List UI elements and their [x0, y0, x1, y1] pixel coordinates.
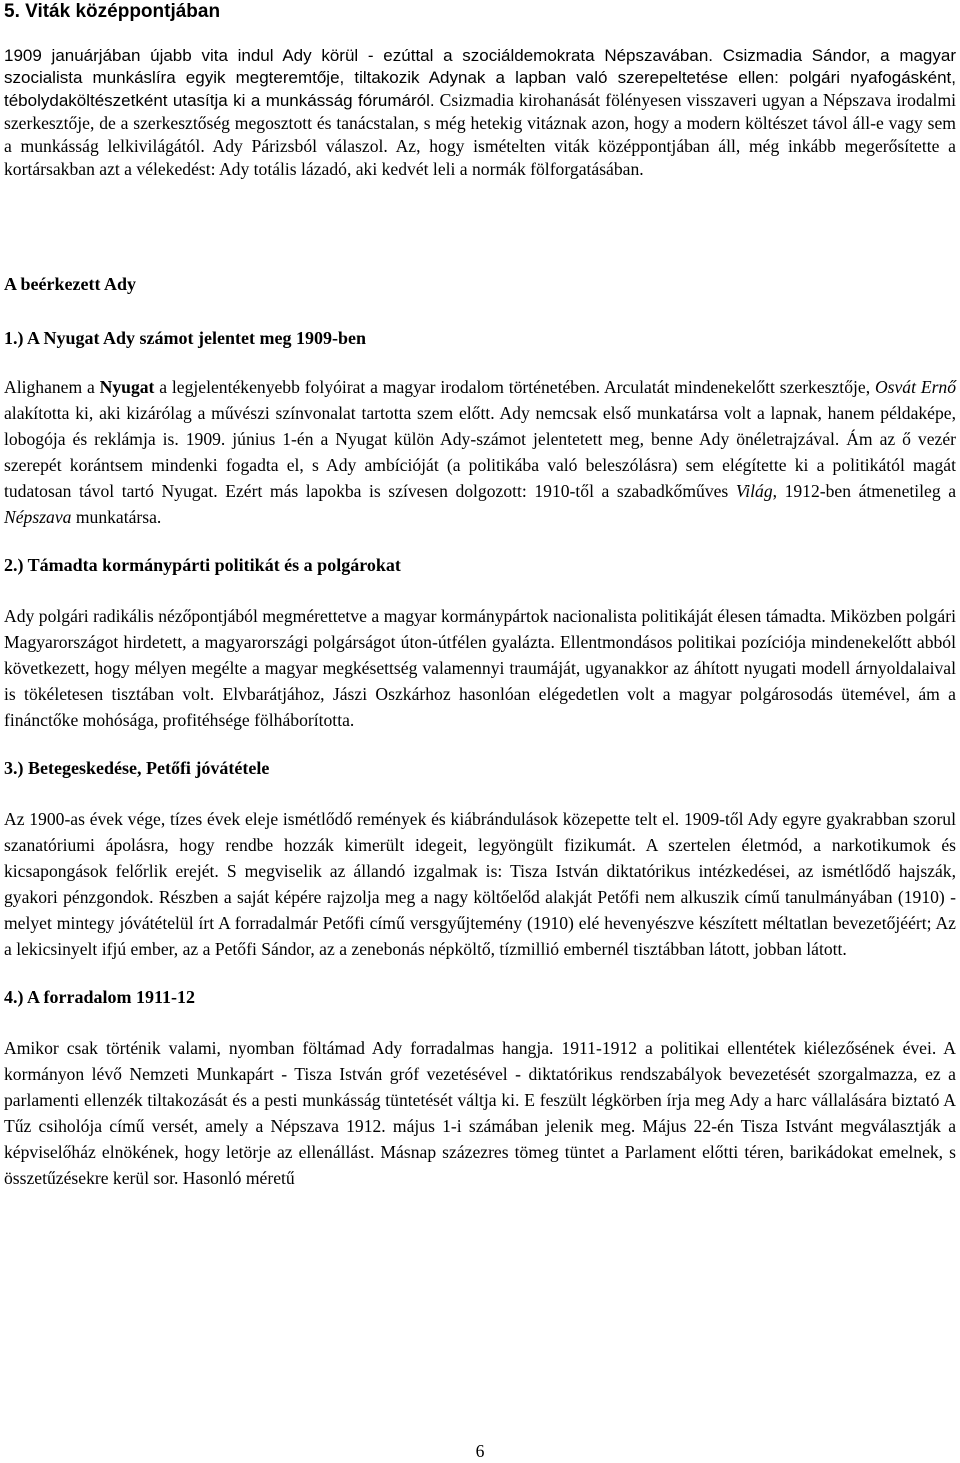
text-run: alakította ki, aki kizárólag a művészi színvonalat tartotta szem előtt. Ady nemcsak első munkatársa volt a lapnak, hanem példaképe, lobogója és reklámja is. 1909. június 1-én a Nyugat külön Ady-számot jelentetett meg, benne Ady önéletrajzával. Ám az ő vezér szerepét korántsem mindenki fogadta el, s Ady ambícióját (a politikába való beleszólásra) sem elégítette ki a politikától magát tudatosan távol tartó Nyugat. Ezért más lapokba is szívesen dolgozott: 1910-től a szabadkőműves	[4, 403, 956, 501]
nyugat-emphasis: Nyugat	[99, 377, 155, 397]
text-run: Alighanem a	[4, 377, 100, 397]
section-subtitle: A beérkezett Ady	[4, 274, 136, 294]
page-number: 6	[475, 1441, 485, 1461]
nepszava-emphasis: Népszava	[4, 507, 72, 527]
vilag-emphasis: Világ	[735, 481, 773, 501]
text-run: , 1912-ben átmenetileg a	[772, 481, 957, 501]
text-run: a legjelentékenyebb folyóirat a magyar irodalom történetében. Arculatát mindenekelőtt szerkesztője,	[154, 377, 875, 397]
intro-part-2: Csizmadia kirohanását fölényesen visszaveri ugyan a Népszava irodalmi szerkesztője, de a szerkesztőség megosztott és tanácstalan, s még hetekig vitáznak azon, hogy a modern költészet távol áll-e vagy sem a munkásság lelkivilágától. Ady Párizsból válaszol. Az, hogy ismételten viták középpontjában áll, még inkább megerősítette a kortársakban azt a vélekedést: Ady totális lázadó, aki kedvét leli a normák fölforgatásában.	[4, 90, 957, 179]
chapter-title: 5. Viták középpontjában	[4, 1, 221, 22]
section-1-heading: 1.) A Nyugat Ady számot jelentet meg 1909-ben	[4, 328, 366, 348]
section-4-paragraph: Amikor csak történik valami, nyomban föltámad Ady forradalmas hangja. 1911-1912 a politikai ellentétek kiélezősének évei. A kormányon lévő Nemzeti Munkapárt - Tisza István gróf vezetésével - diktatórikus rendszabályok bevezetését szorgalmazza, ez a parlamenti ellenzék tiltakozását és a pesti munkásság tüntetését váltja ki. E feszült légkörben írja meg Ady a harc vállalására biztató A Tűz csiholója című versét, amely a Népszava 1912. május 1-i számában jelenik meg. Május 22-én Tisza Istvánt megválasztják a képviselőház elnökének, hogy letörje az ellenállást. Másnap százezres tömeg tüntet a Parlament előtti téren, barikádokat emelnek, s összetűzésekre kerül sor. Hasonló méretű	[4, 1038, 956, 1188]
intro-part-1: 1909 januárjában újabb vita indul Ady körül - ezúttal a szociáldemokrata Népszavában. Csizmadia Sándor, a magyar szocialista munkáslíra egyik megteremtője, tiltakozik Adynak a lapban való szerepeltetése ellen: polgári nyafogásként, tébolydaköltészetként utasítja ki a munkásság fórumáról.	[4, 46, 956, 110]
section-2-paragraph: Ady polgári radikális nézőpontjából megmérettetve a magyar kormánypártok nacionalista politikáját élesen támadta. Miközben polgári Magyarországot hirdetett, a magyarországi polgárságot úton-útfélen gyalázta. Ellentmondásos politikai pozíciója mindenekelőtt abból következett, hogy mélyen megélte a magyar megkésettség valamennyi traumáját, ugyanakkor az áhított nyugati modell árnyoldalaival is tökéletesen tisztában volt. Elvbarátjához, Jászi Oszkárhoz hasonlóan elégedetlen volt a magyar polgárosodás ütemével, ám a finánctőke mohósága, profitéhsége fölháborította.	[4, 606, 956, 730]
osvat-emphasis: Osvát Ernő	[874, 377, 957, 397]
intro-paragraph	[4, 45, 956, 181]
section-1-paragraph	[4, 374, 956, 530]
section-4-heading: 4.) A forradalom 1911-12	[4, 987, 195, 1007]
section-3-heading: 3.) Betegeskedése, Petőfi jóvátétele	[4, 758, 270, 778]
section-3-paragraph: Az 1900-as évek vége, tízes évek eleje ismétlődő remények és kiábrándulások közepette telt el. 1909-től Ady egyre gyakrabban szorul szanatóriumi ápolásra, hogy rendbe hozzák kimerült idegeit, legyöngült fizikumát. A szertelen életmód, a narkotikumok és kicsapongások felőrlik erejét. S megviselik az állandó izgalmak is: Tisza István diktatórikus intézkedései, az ismétlődő hajszák, gyakori pénzgondok. Részben a saját képére rajzolja meg a nagy költőelőd alakját Petőfi nem alkuszik című tanulmányában (1910) - melyet mintegy jóvátételül írt A forradalmár Petőfi című versgyűjtemény (1910) elé hevenyészve készített méltatlan bevezetőjéért; Az a lekicsinyelt ifjú ember, az a Petőfi Sándor, az a zenebonás népköltő, tízmillió embernél tisztábban látott, jobban látott.	[4, 809, 956, 959]
text-run: munkatársa.	[71, 507, 162, 527]
section-2-heading: 2.) Támadta kormánypárti politikát és a polgárokat	[4, 555, 401, 575]
document-page	[4, 0, 956, 1191]
